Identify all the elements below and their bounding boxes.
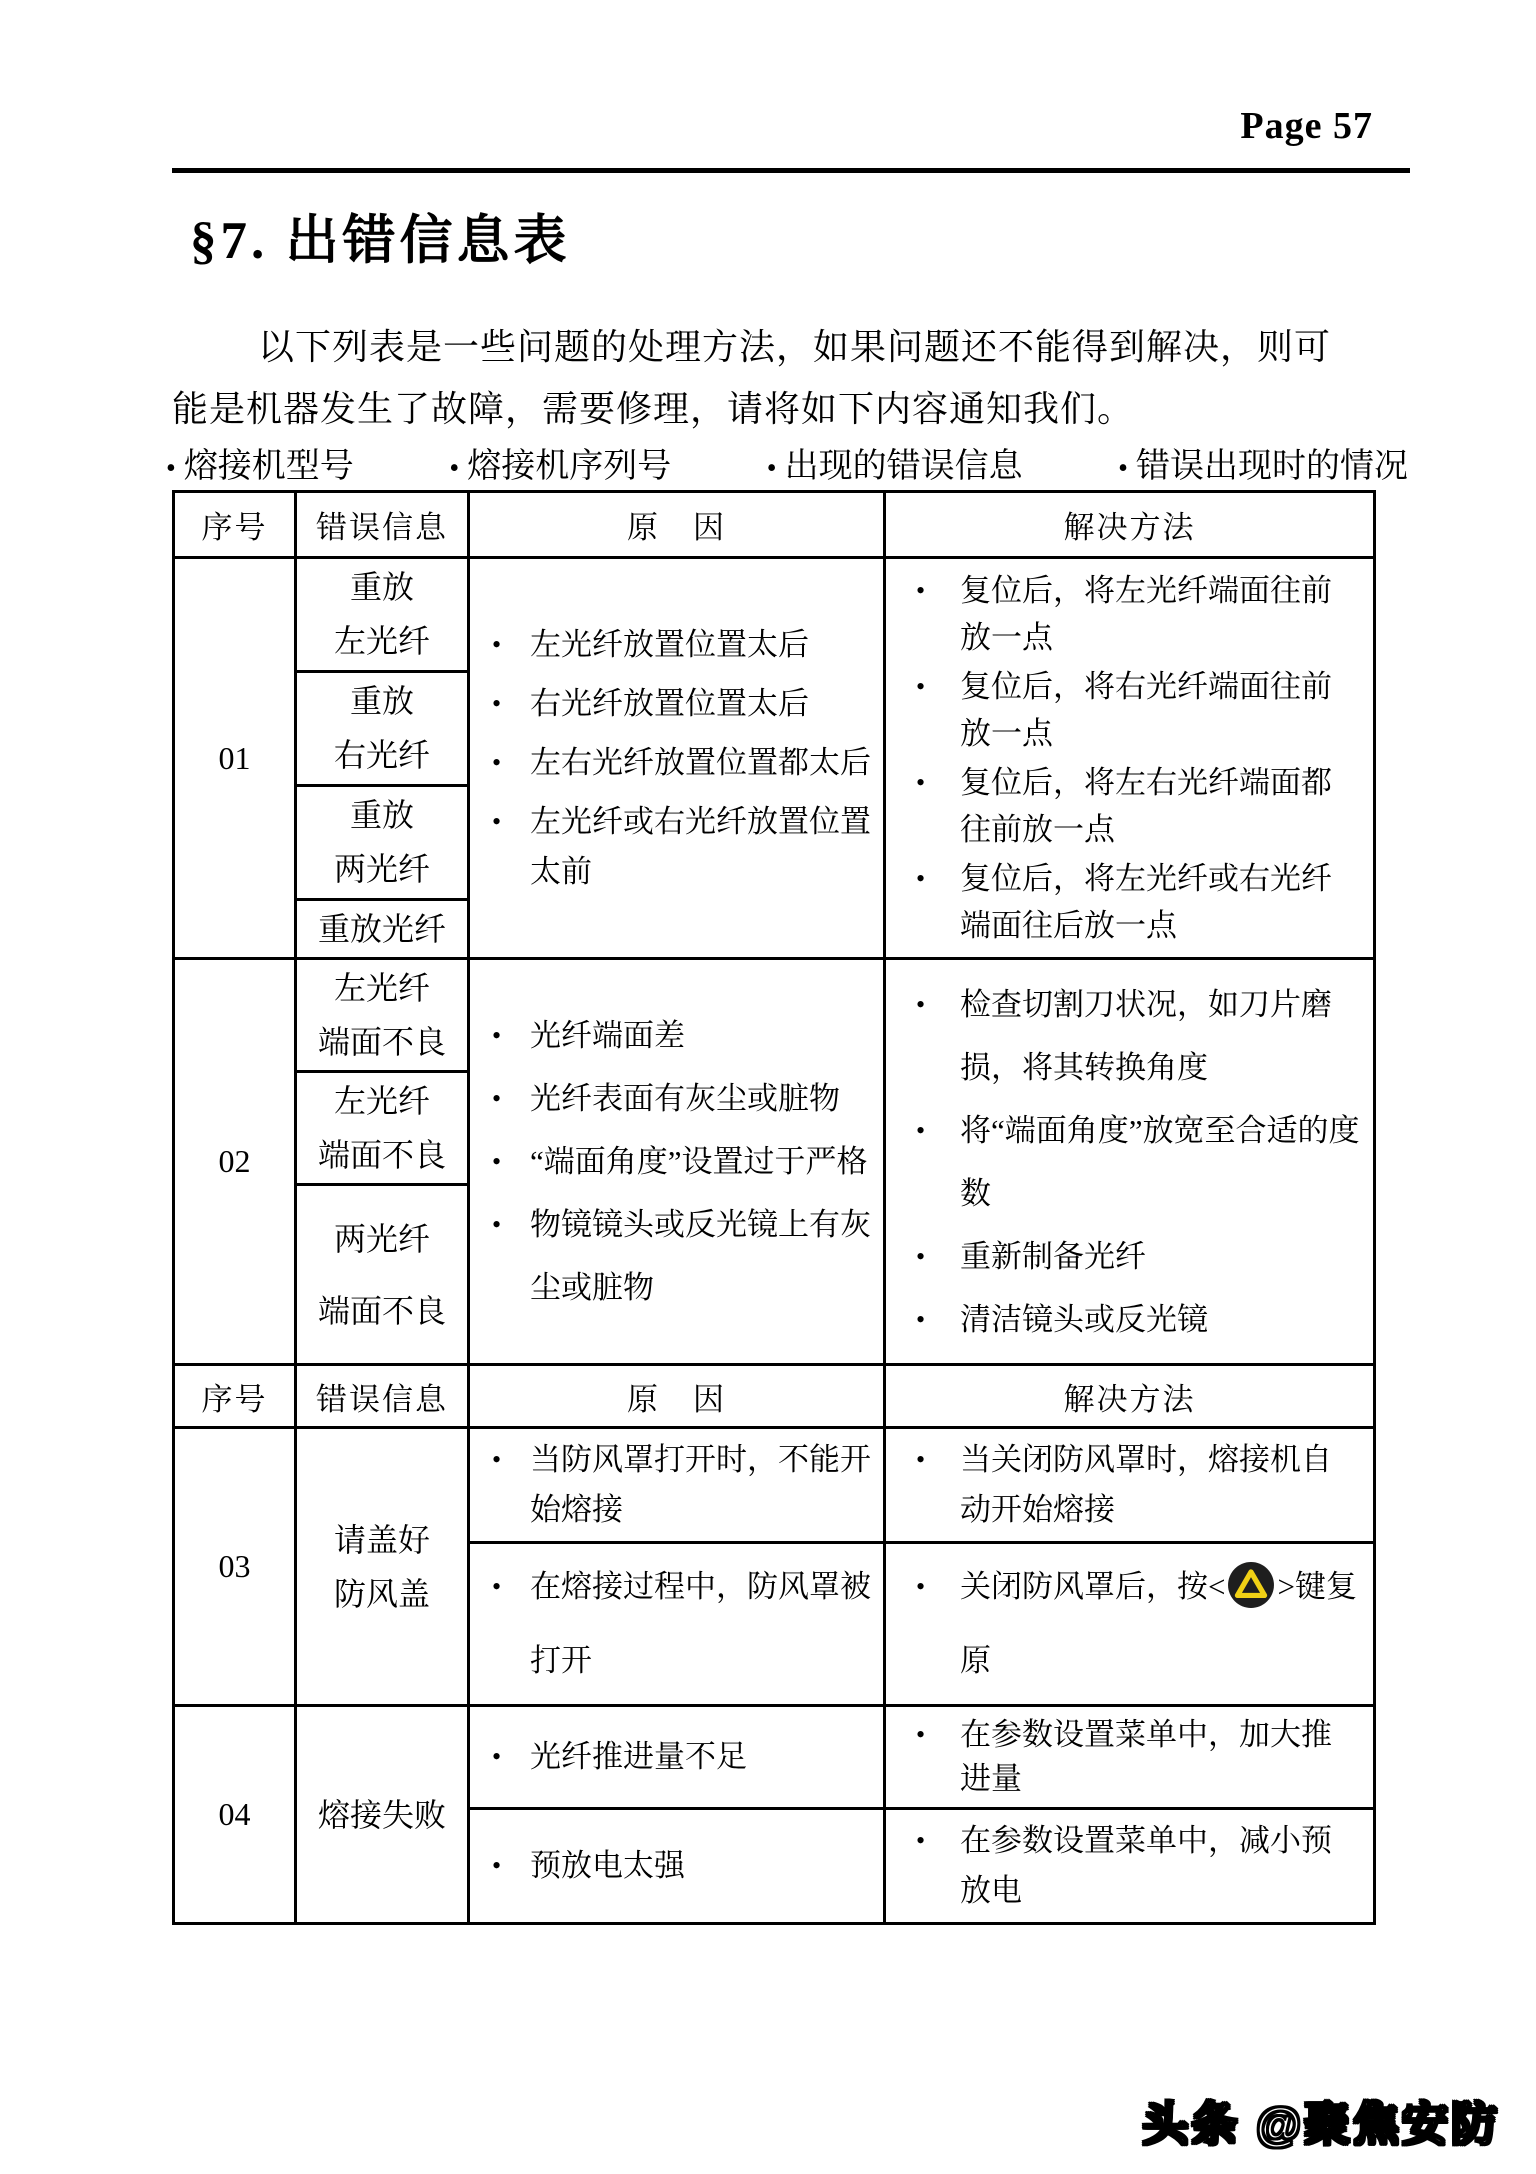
solution-item bbox=[912, 1225, 1361, 1288]
row03-solution-2 bbox=[885, 1543, 1375, 1706]
table-row bbox=[174, 558, 1375, 672]
col-header-cause: 原 因 bbox=[469, 492, 885, 558]
notify-item-label: 熔接机序列号 bbox=[467, 448, 672, 485]
cause-text: 右光纤放置位置太后 bbox=[530, 685, 809, 721]
solution-text: 将“端面角度”放宽至合适的度数 bbox=[960, 1112, 1360, 1211]
row03-cause-1 bbox=[469, 1428, 885, 1543]
row01-causes bbox=[469, 558, 885, 959]
notify-item bbox=[166, 438, 354, 487]
cause-text: 光纤端面差 bbox=[530, 1018, 685, 1053]
notify-item-label: 熔接机型号 bbox=[183, 448, 354, 485]
solution-item bbox=[912, 1713, 1361, 1801]
error-text-line: 重放 bbox=[349, 797, 414, 834]
cause-item bbox=[484, 1550, 873, 1698]
error-text-line: 端面不良 bbox=[317, 1024, 446, 1060]
page-number: Page 57 bbox=[1240, 105, 1373, 147]
row04-solution-2 bbox=[885, 1809, 1375, 1924]
intro-line-2: 能是机器发生了故障，需要修理，请将如下内容通知我们。 bbox=[172, 389, 1135, 429]
solution-text: 复位后，将左右光纤端面都往前放一点 bbox=[960, 765, 1332, 847]
solution-item bbox=[912, 1288, 1361, 1351]
solution-text-post: >键复原 bbox=[960, 1569, 1357, 1678]
intro-paragraph bbox=[172, 316, 1412, 440]
cause-item bbox=[484, 738, 873, 788]
bullet-icon: • bbox=[916, 672, 926, 701]
error-message-table bbox=[172, 490, 1376, 1925]
bullet-icon: • bbox=[916, 1720, 926, 1749]
error-text-line: 左光纤 bbox=[333, 623, 430, 660]
cause-text: 左光纤放置位置太后 bbox=[530, 626, 809, 662]
error-text-line: 防风盖 bbox=[333, 1575, 430, 1612]
row04-solution-1 bbox=[885, 1706, 1375, 1809]
cause-text: 左右光纤放置位置都太后 bbox=[530, 744, 871, 780]
row03-no: 03 bbox=[174, 1428, 296, 1706]
row01-error-2 bbox=[296, 671, 469, 785]
bullet-icon: • bbox=[916, 768, 926, 797]
bullet-icon: • bbox=[492, 1445, 502, 1474]
col-header2-error: 错误信息 bbox=[296, 1365, 469, 1428]
solution-text: 复位后，将右光纤端面往前放一点 bbox=[960, 669, 1332, 751]
cause-text: “端面角度”设置过于严格 bbox=[530, 1144, 868, 1179]
row01-no: 01 bbox=[174, 558, 296, 959]
solution-text: 清洁镜头或反光镜 bbox=[960, 1301, 1208, 1337]
table-row bbox=[174, 1428, 1375, 1543]
table-row bbox=[174, 959, 1375, 1072]
bullet-icon: • bbox=[492, 1572, 502, 1601]
error-text-line: 重放 bbox=[349, 683, 414, 720]
cause-item bbox=[484, 1435, 873, 1535]
row02-error-2 bbox=[296, 1072, 469, 1185]
col-header2-no: 序号 bbox=[174, 1365, 296, 1428]
cause-text: 当防风罩打开时，不能开始熔接 bbox=[530, 1442, 871, 1527]
solution-item bbox=[912, 1550, 1361, 1698]
row02-error-3 bbox=[296, 1185, 469, 1365]
col-header2-solution: 解决方法 bbox=[885, 1365, 1375, 1428]
bullet-icon: • bbox=[166, 453, 176, 484]
cause-text: 在熔接过程中，防风罩被打开 bbox=[530, 1569, 871, 1678]
reset-key-icon bbox=[1227, 1561, 1275, 1609]
solution-item bbox=[912, 973, 1361, 1099]
table-header-row-2 bbox=[174, 1365, 1375, 1428]
cause-item bbox=[484, 1004, 873, 1067]
row01-error-4 bbox=[296, 899, 469, 958]
notify-item bbox=[1118, 438, 1408, 487]
row02-solutions bbox=[885, 959, 1375, 1365]
solution-item bbox=[912, 855, 1361, 949]
cause-item bbox=[484, 797, 873, 897]
bullet-icon: • bbox=[916, 989, 926, 1019]
row02-error-1 bbox=[296, 959, 469, 1072]
header-rule bbox=[172, 168, 1410, 173]
cause-item bbox=[484, 679, 873, 729]
cause-item bbox=[484, 1843, 873, 1889]
bullet-icon: • bbox=[916, 576, 926, 605]
cause-text: 预放电太强 bbox=[530, 1848, 685, 1883]
solution-text: 复位后，将左光纤或右光纤端面往后放一点 bbox=[960, 861, 1332, 943]
bullet-icon: • bbox=[916, 1445, 926, 1474]
solution-item bbox=[912, 759, 1361, 853]
error-text-line: 重放 bbox=[349, 569, 414, 606]
cause-text: 光纤表面有灰尘或脏物 bbox=[530, 1081, 840, 1116]
notify-item-label: 错误出现时的情况 bbox=[1135, 448, 1408, 485]
solution-item bbox=[912, 663, 1361, 757]
notify-list bbox=[166, 438, 1408, 487]
error-text-line: 端面不良 bbox=[317, 1137, 446, 1173]
table-row bbox=[174, 1706, 1375, 1809]
solution-text: 检查切割刀状况，如刀片磨损，将其转换角度 bbox=[960, 986, 1332, 1085]
cause-item bbox=[484, 1193, 873, 1319]
bullet-icon: • bbox=[492, 1851, 502, 1880]
solution-text: 复位后，将左光纤端面往前放一点 bbox=[960, 573, 1332, 655]
bullet-icon: • bbox=[492, 1021, 502, 1050]
bullet-icon: • bbox=[492, 1742, 502, 1771]
error-text-line: 熔接失败 bbox=[317, 1796, 446, 1833]
row04-cause-2 bbox=[469, 1809, 885, 1924]
bullet-icon: • bbox=[766, 453, 777, 484]
row04-cause-1 bbox=[469, 1706, 885, 1809]
cause-item bbox=[484, 620, 873, 670]
solution-item bbox=[912, 1099, 1361, 1225]
bullet-icon: • bbox=[492, 629, 502, 659]
cause-text: 物镜镜头或反光镜上有灰尘或脏物 bbox=[530, 1207, 871, 1305]
notify-item bbox=[449, 438, 671, 487]
col-header-solution: 解决方法 bbox=[885, 492, 1375, 558]
row04-error bbox=[296, 1706, 469, 1924]
notify-item-label: 出现的错误信息 bbox=[784, 448, 1023, 485]
bullet-icon: • bbox=[492, 1147, 502, 1176]
row03-solution-1 bbox=[885, 1428, 1375, 1543]
error-text-line: 两光纤 bbox=[333, 851, 430, 888]
solution-text bbox=[960, 1569, 1357, 1678]
bullet-icon: • bbox=[916, 864, 926, 893]
bullet-icon: • bbox=[449, 453, 460, 484]
bullet-icon: • bbox=[492, 806, 502, 836]
bullet-icon: • bbox=[492, 1084, 502, 1113]
cause-item bbox=[484, 1130, 873, 1193]
row01-error-3 bbox=[296, 785, 469, 899]
row03-cause-2 bbox=[469, 1543, 885, 1706]
bullet-icon: • bbox=[916, 1115, 926, 1145]
page-title: §7. 出错信息表 bbox=[190, 212, 571, 270]
watermark: 头条 @聚焦安防 bbox=[1142, 2098, 1500, 2150]
row01-error-1 bbox=[296, 558, 469, 672]
cause-item bbox=[484, 1067, 873, 1130]
solution-text: 在参数设置菜单中，减小预放电 bbox=[960, 1823, 1332, 1908]
bullet-icon: • bbox=[916, 1241, 926, 1271]
solution-item bbox=[912, 567, 1361, 661]
solution-text-pre: 关闭防风罩后，按< bbox=[960, 1569, 1226, 1604]
solution-item bbox=[912, 1435, 1361, 1535]
error-text-line: 左光纤 bbox=[333, 1083, 430, 1119]
intro-line-1: 以下列表是一些问题的处理方法，如果问题还不能得到解决，则可 bbox=[258, 327, 1332, 367]
cause-item bbox=[484, 1734, 873, 1780]
table-header-row bbox=[174, 492, 1375, 558]
cause-text: 光纤推进量不足 bbox=[530, 1739, 747, 1774]
col-header2-cause: 原 因 bbox=[469, 1365, 885, 1428]
row03-error bbox=[296, 1428, 469, 1706]
solution-text: 当关闭防风罩时，熔接机自动开始熔接 bbox=[960, 1442, 1332, 1527]
error-text-line: 右光纤 bbox=[333, 737, 430, 774]
solution-text: 重新制备光纤 bbox=[960, 1238, 1146, 1274]
solution-text: 在参数设置菜单中，加大推进量 bbox=[960, 1717, 1332, 1796]
error-text-line: 左光纤 bbox=[333, 970, 430, 1006]
bullet-icon: • bbox=[492, 1210, 502, 1239]
notify-item bbox=[767, 438, 1023, 487]
error-text-line: 请盖好 bbox=[333, 1521, 430, 1558]
row02-no: 02 bbox=[174, 959, 296, 1365]
row02-causes bbox=[469, 959, 885, 1365]
bullet-icon: • bbox=[916, 1304, 926, 1334]
error-text-line: 端面不良 bbox=[317, 1292, 446, 1329]
row01-solutions bbox=[885, 558, 1375, 959]
bullet-icon: • bbox=[1118, 453, 1128, 484]
bullet-icon: • bbox=[916, 1572, 926, 1601]
cause-text: 左光纤或右光纤放置位置太前 bbox=[530, 803, 871, 889]
bullet-icon: • bbox=[916, 1826, 926, 1855]
row04-no: 04 bbox=[174, 1706, 296, 1924]
bullet-icon: • bbox=[492, 688, 502, 718]
solution-item bbox=[912, 1816, 1361, 1916]
error-text-line: 两光纤 bbox=[333, 1220, 430, 1257]
error-text-line: 重放光纤 bbox=[317, 910, 446, 947]
col-header-no: 序号 bbox=[174, 492, 296, 558]
col-header-error: 错误信息 bbox=[296, 492, 469, 558]
bullet-icon: • bbox=[492, 747, 502, 777]
